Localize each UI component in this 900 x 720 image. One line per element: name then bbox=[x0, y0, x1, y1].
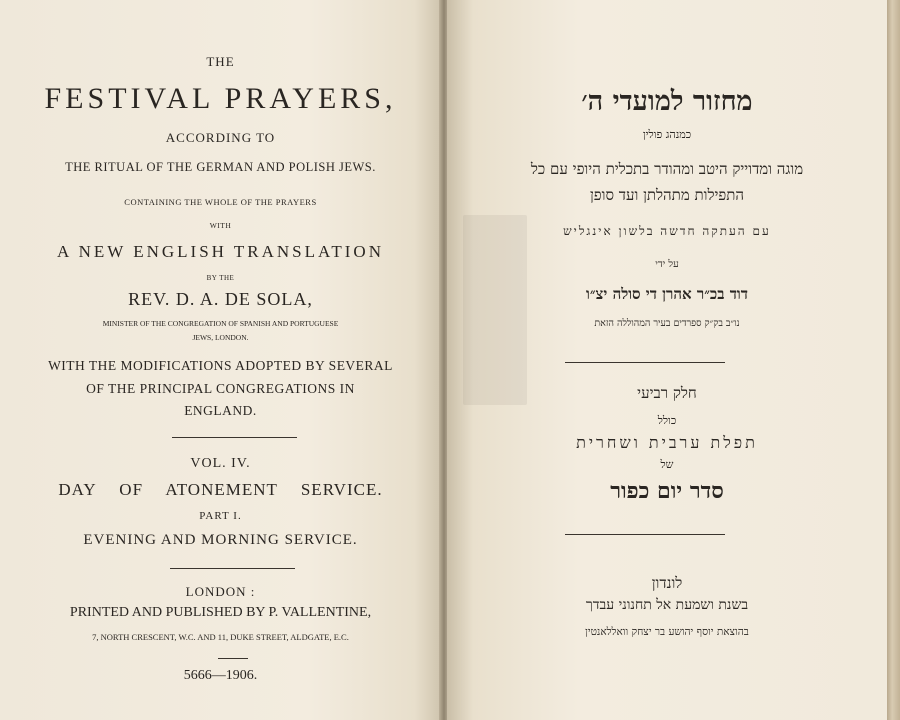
modifications-line-2: OF THE PRINCIPAL CONGREGATIONS IN bbox=[86, 381, 355, 396]
hebrew-description-2: התפילות מתהלתן ועד סופן bbox=[589, 186, 745, 204]
by-the-line: BY THE bbox=[206, 274, 235, 282]
printer-address: 7, NORTH CRESCENT, W.C. AND 11, DUKE STREET, ALDGATE, E.C. bbox=[92, 632, 349, 642]
left-page bbox=[0, 0, 441, 720]
hebrew-yom-kippur: סדר יום כפור bbox=[610, 478, 724, 504]
hebrew-description-1: מוגה ומדוייק היטב ומהודר בתכלית היופי עם כל bbox=[530, 160, 804, 178]
divider-rule-2 bbox=[170, 568, 295, 569]
modifications-line-3: ENGLAND. bbox=[184, 403, 257, 418]
hebrew-year-line: בשנת ושמעת אל תחנוני עבדך bbox=[585, 597, 749, 613]
minister-line-2: JEWS, LONDON. bbox=[192, 333, 249, 342]
translation-line: A NEW ENGLISH TRANSLATION bbox=[56, 242, 384, 261]
right-page bbox=[447, 0, 887, 720]
modifications-line-1: WITH THE MODIFICATIONS ADOPTED BY SEVERAL bbox=[48, 358, 393, 373]
page-edges bbox=[887, 0, 900, 720]
hebrew-custom: כמנהג פולין bbox=[642, 128, 692, 141]
service-title: DAY OF ATONEMENT SERVICE. bbox=[58, 480, 383, 499]
hebrew-prayers: תפלת ערבית ושחרית bbox=[576, 433, 758, 452]
part-number: PART I. bbox=[199, 510, 242, 522]
printer-line: PRINTED AND PUBLISHED BY P. VALLENTINE, bbox=[69, 605, 372, 620]
evening-morning-line: EVENING AND MORNING SERVICE. bbox=[83, 532, 358, 548]
publication-year: 5666—1906. bbox=[183, 668, 258, 683]
ritual-line: THE RITUAL OF THE GERMAN AND POLISH JEWS. bbox=[65, 160, 376, 174]
hebrew-by: על ידי bbox=[655, 259, 679, 270]
book-title: FESTIVAL PRAYERS, bbox=[44, 82, 397, 115]
hebrew-divider-rule bbox=[565, 362, 725, 363]
place-london: LONDON : bbox=[185, 584, 256, 599]
short-rule bbox=[218, 658, 248, 659]
hebrew-includes: כולל bbox=[657, 414, 677, 427]
with-line: WITH bbox=[209, 221, 232, 230]
volume-number: VOL. IV. bbox=[190, 456, 251, 471]
show-through-block bbox=[463, 215, 527, 405]
hebrew-divider-rule-2 bbox=[565, 534, 725, 535]
title-article: THE bbox=[206, 54, 235, 69]
hebrew-london: לונדון bbox=[651, 574, 683, 592]
hebrew-part: חלק רביעי bbox=[637, 384, 697, 402]
hebrew-of: של bbox=[660, 458, 674, 471]
containing-line: CONTAINING THE WHOLE OF THE PRAYERS bbox=[124, 197, 317, 207]
hebrew-publisher: בהוצאת יוסף יהושע בר יצחק וואללאנטין bbox=[585, 626, 749, 638]
divider-rule bbox=[172, 437, 297, 438]
author-name: REV. D. A. DE SOLA, bbox=[128, 289, 313, 309]
according-to: ACCORDING TO bbox=[165, 130, 276, 145]
hebrew-author: דוד בכ״ר אהרן די סולה יצ״ו bbox=[586, 285, 748, 303]
minister-line-1: MINISTER OF THE CONGREGATION OF SPANISH AND PORTUGUESE bbox=[102, 319, 339, 328]
hebrew-title: מחזור למועדי ה׳ bbox=[581, 86, 753, 117]
hebrew-congregation: נו״ב בק״ק ספרדים בעיר המהוללה הזאת bbox=[594, 318, 740, 329]
hebrew-translation: עם העתקה חדשה בלשון אינגליש bbox=[563, 224, 771, 238]
